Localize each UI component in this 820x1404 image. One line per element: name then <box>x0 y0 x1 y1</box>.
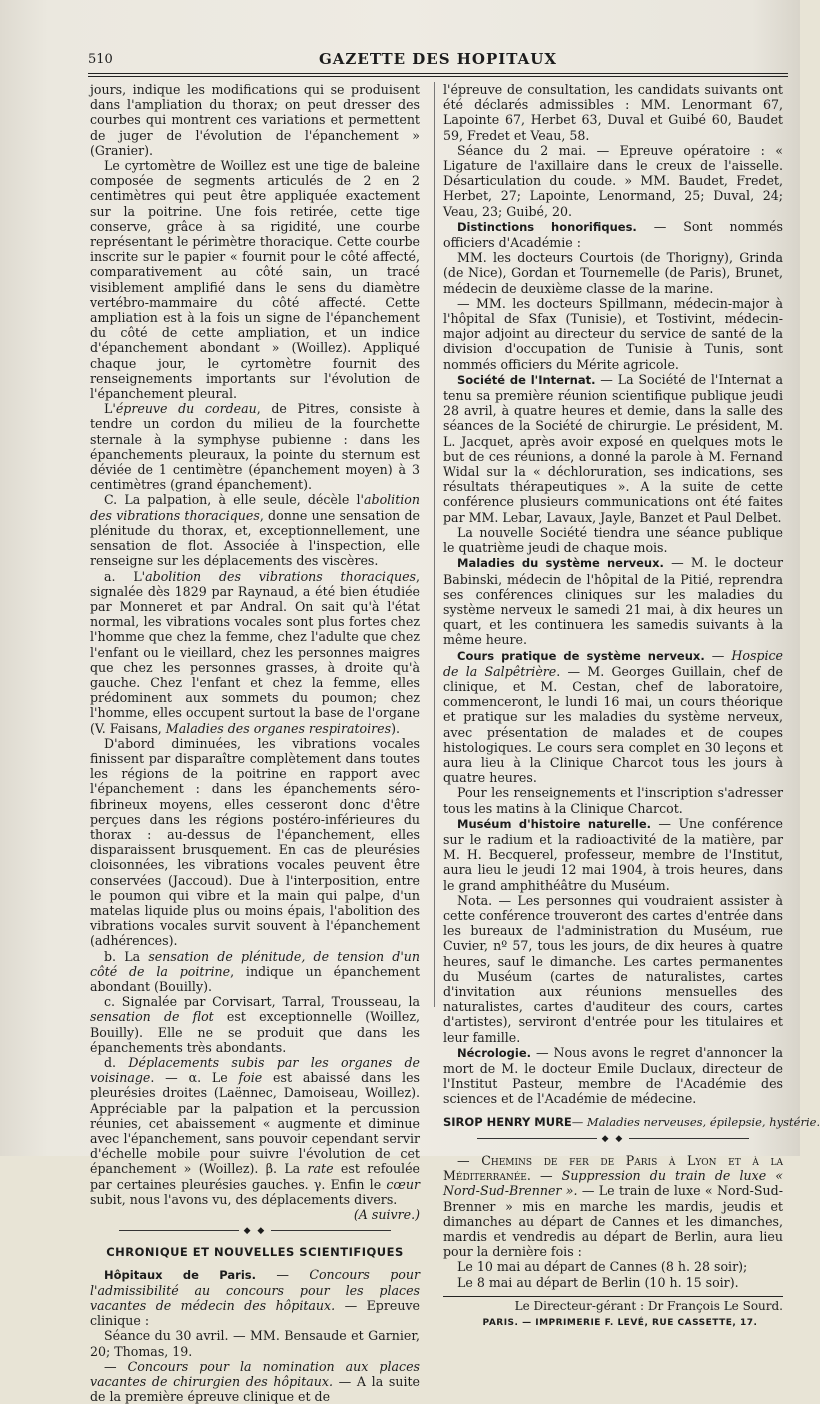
paragraph: b. La sensation de plénitude, de tension d'un côté de la poitrine, indique un épanchement abondant (Bouilly). <box>90 948 421 994</box>
paragraph: L'épreuve du cordeau, de Pitres, consiste à tendre un cordon du milieu de la fourchette sternale à la symphyse pubienne : dans les épanchements pleuraux, la pointe du sternum est déviée de 1 centimètre (épanchement moyen) à 3 centimètres (grand épanchement). <box>90 401 420 493</box>
train-departure: Le 8 mai au départ de Berlin (10 h. 15 soir). <box>457 1274 739 1290</box>
page-header <box>88 48 788 70</box>
paragraph: — Concours pour la nomination aux places vacantes de chirurgien des hôpitaux. — A la suite de la première épreuve clinique et de <box>90 1358 421 1404</box>
paragraph: d. Déplacements subis par les organes de voisinage. — α. Le foie est abaissé dans les pleurésies droites (Laënnec, Damoiseau, Woillez). Appréciable par la palpation et la percussion réunies, cet abaissement « augmente et diminue avec l'épanchement, sans pouvoir cependant servir d'échelle mobile pour suivre l'évolution de cet épanchement » (Woillez). β. La rate est refoulée par certaines pleurésies gauches. γ. Enfin le cœur subit, nous l'avons vu, des déplacements divers. <box>90 1055 421 1207</box>
news-item: Nécrologie. — Nous avons le regret d'annoncer la mort de M. le docteur Emile Duclaux, directeur de l'Institut Pasteur, membre de l'Académie des sciences et de l'Académie de médecine. <box>443 1044 783 1107</box>
news-item: Maladies du système nerveux. — M. le docteur Babinski, médecin de l'hôpital de la Pitié, reprendra ses conférences cliniques sur les maladies du système nerveux le samedi 21 mai, à dix heures un quart, et les continuera les samedis suivants à la même heure. <box>443 555 783 648</box>
paragraph: c. Signalée par Corvisart, Tarral, Trousseau, la sensation de flot est exceptionnelle (Woillez, Bouilly). Elle ne se produit que dans les épanchements très abondants. <box>90 994 420 1055</box>
paragraph: l'épreuve de consultation, les candidats suivants ont été déclarés admissibles : MM. Lenormant 67, Lapointe 67, Herbet 63, Duval et Guibé 60, Baudet 59, Fredet et Veau, 58. <box>443 82 783 143</box>
news-item: Société de l'Internat. — La Société de l'Internat a tenu sa première réunion scientifique publique jeudi 28 avril, à quatre heures et demie, dans la salle des séances de la Société de chirurgie. Le président, M. L. Jacquet, après avoir exposé en quelques mots le but de ces réunions, a donné la parole à M. Fernand Widal sur la « déchloruration, ses indications, ses résultats thérapeutiques ». A la suite de cette conférence plusieurs communications ont été faites par MM. Lebar, Lavaux, Jayle, Banzet et Paul Delbet. <box>443 371 783 525</box>
page-number: 510 <box>88 52 113 67</box>
paragraph: MM. les docteurs Courtois (de Thorigny), Grinda (de Nice), Gordan et Tournemelle (de Paris), Brunet, médecin de deuxième classe de la marine. <box>443 250 783 296</box>
train-departure: Le 10 mai au départ de Cannes (8 h. 28 soir); <box>457 1259 748 1275</box>
news-item: Cours pratique de système nerveux. — Hospice de la Salpêtrière. — M. Georges Guillain, chef de clinique, et M. Cestan, chef de laboratoire, commenceront, le lundi 16 mai, un cours théorique et pratique sur les maladies du système nerveux, avec présentation de malades et de coupes histologiques. Le cours sera complet en 30 leçons et aura lieu à la Clinique Charcot tous les jours à quatre heures. <box>443 647 783 786</box>
paragraph: Séance du 2 mai. — Epreuve opératoire : « Ligature de l'axillaire dans le creux de l'aisselle. Désarticulation du coude. » MM. Baudet, Fredet, Herbet, 27; Lapointe, Lenormand, 25; Duval, 24; Veau, 23; Guibé, 20. <box>443 142 783 219</box>
news-item: Muséum d'histoire naturelle. — Une conférence sur le radium et la radioactivité de la matière, par M. H. Becquerel, professeur, membre de l'Institut, aura lieu le jeudi 12 mai 1904, à trois heures, dans le grand amphithéâtre du Muséum. <box>443 815 783 893</box>
news-item: — Chemins de fer de Paris à Lyon et à la Méditerranée. — Suppression du train de luxe « Nord-Sud-Brenner ». — Le train de luxe « Nord-Sud-Brenner » mis en marche les mardis, jeudis et dimanches au départ de Cannes et les dimanches, mardis et vendredis au départ de Berlin, aura lieu pour la dernière fois : <box>443 1153 783 1260</box>
paragraph: Nota. — Les personnes qui voudraient assister à cette conférence trouveront des cartes d'entrée dans les bureaux de l'administration du Muséum, rue Cuvier, nº 57, tous les jours, de dix heures à quatre heures, sauf le dimanche. Les cartes permanentes du Muséum (cartes de naturalistes, cartes d'invitation aux réunions mensuelles des naturalistes, cartes d'auditeur des cours, cartes d'artistes), serviront d'entrée pour les titulaires et leur famille. <box>443 892 783 1045</box>
paragraph: jours, indique les modifications qui se produisent dans l'ampliation du thorax; on peut dresser des courbes qui montrent ces variations et permettent de juger de l'évolution de l'épanchement » (Granier). <box>90 82 420 158</box>
paragraph: C. La palpation, à elle seule, décèle l'abolition des vibrations thoraciques, donne une sensation de plénitude du thorax, et, exceptionnellement, une sensation de flot. Associée à l'inspection, elle renseigne sur les déplacements des viscères. <box>90 492 420 569</box>
left-column <box>90 82 421 1404</box>
news-item: Hôpitaux de Paris. — Concours pour l'admissibilité au concours pour les places vacantes de médecin des hôpitaux. — Epreuve clinique : <box>90 1266 421 1329</box>
paragraph: Pour les renseignements et l'inscription s'adresser tous les matins à la Clinique Charcot. <box>443 785 783 816</box>
section-heading: CHRONIQUE ET NOUVELLES SCIENTIFIQUES <box>106 1245 404 1260</box>
news-item: Distinctions honorifiques. — Sont nommés officiers d'Académie : <box>443 218 783 251</box>
paragraph: Le cyrtomètre de Woillez est une tige de baleine composée de segments articulés de 2 en 2 centimètres qui peut être appliquée exactement sur la poitrine. Une fois retirée, cette tige conserve, grâce à sa rigidité, une courbe représentant le périmètre thoracique. Cette courbe inscrite sur le papier « fournit pour le côté affecté, comparativement au côté sain, un tracé visiblement amplifié dans le sens du diamètre vertébro-mammaire du côté affecté. Cette ampliation est à la fois un signe de l'épanchement du côté de cette ampliation, et un indice d'épanchement abondant » (Woillez). Appliqué chaque jour, le cyrtomètre fournit des renseignements importants sur l'évolution de l'épanchement pleural. <box>90 158 420 402</box>
column-divider <box>434 82 435 1007</box>
footer-rule <box>443 1296 783 1297</box>
section-ornament: ◆ ◆ <box>443 1132 783 1147</box>
to-be-continued: (A suivre.) <box>353 1207 420 1223</box>
paragraph: a. L'abolition des vibrations thoraciques, signalée dès 1829 par Raynaud, a été bien étudiée par Monneret et par Andral. On sait qu'à l'état normal, les vibrations vocales sont plus fortes chez l'homme que chez la femme, chez l'adulte que chez l'enfant ou le vieillard, chez les personnes maigres que chez les personnes grasses, à droite qu'à gauche. Chez l'enfant et chez la femme, elles prédominent aux sommets du poumon; chez l'homme, elles occupent surtout la base de l'organe (V. Faisans, Maladies des organes respiratoires). <box>90 568 421 736</box>
managing-director: Le Directeur-gérant : Dr François Le Sourd. <box>514 1298 783 1313</box>
journal-title: GAZETTE DES HOPITAUX <box>318 50 557 68</box>
paragraph: — MM. les docteurs Spillmann, médecin-major à l'hôpital de Sfax (Tunisie), et Tostivint, médecin-major adjoint au directeur du service de santé de la division d'occupation de Tunisie à Tunis, sont nommés officiers du Mérite agricole. <box>443 295 783 372</box>
paragraph: D'abord diminuées, les vibrations vocales finissent par disparaître complètement dans toutes les régions de la poitrine en rapport avec l'épanchement : dans les épanchements séro-fibrineux moyens, elles cesseront donc d'être perçues dans les régions postéro-inférieures du thorax : au-dessus de l'épanchement, elles disparaissent brusquement. En cas de pleurésies cloisonnées, les vibrations vocales peuvent être conservées (Jaccoud). Due à l'interposition, entre le poumon qui vibre et la main qui palpe, d'un matelas liquide plus ou moins épais, l'abolition des vibrations vocales survit souvent à l'épanchement (adhérences). <box>90 735 420 949</box>
printer-imprint: PARIS. — IMPRIMERIE F. LEVÉ, RUE CASSETTE, 17. <box>482 1318 758 1329</box>
paragraph: La nouvelle Société tiendra une séance publique le quatrième jeudi de chaque mois. <box>443 524 783 556</box>
advertisement: SIROP HENRY MURE— Maladies nerveuses, épilepsie, hystérie. <box>443 1114 820 1129</box>
section-ornament: ◆ ◆ <box>90 1224 420 1239</box>
right-column <box>443 82 820 1329</box>
header-rule <box>88 73 788 77</box>
paragraph: Séance du 30 avril. — MM. Bensaude et Garnier, 20; Thomas, 19. <box>90 1328 420 1359</box>
